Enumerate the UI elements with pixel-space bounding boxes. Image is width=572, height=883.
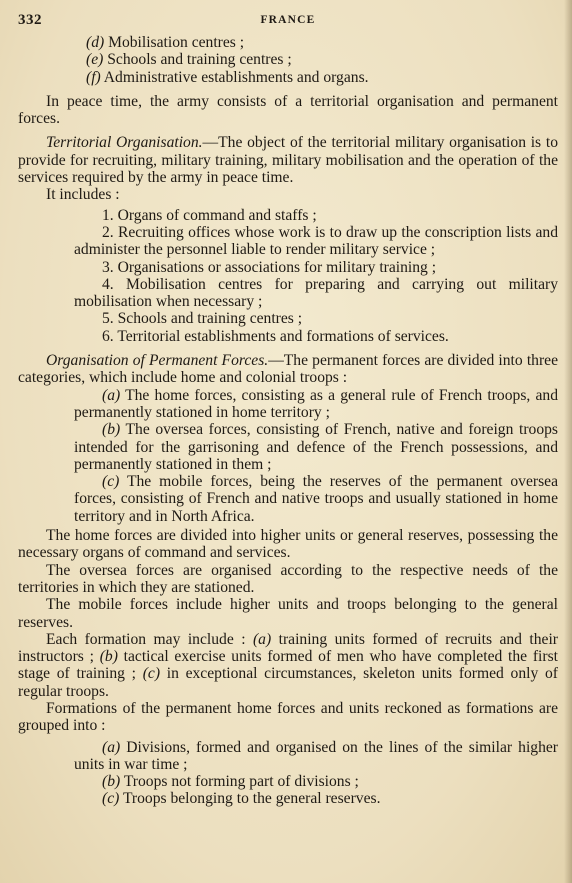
paragraph-territorial — [18, 134, 558, 186]
item-label: (e) — [86, 51, 104, 69]
paragraph-mobile-forces: The mobile forces include higher units and troops belonging to the general reserves. — [18, 596, 558, 631]
item-label: (b) — [102, 773, 121, 791]
list-item — [18, 276, 558, 311]
item-text: Troops not forming part of divisions ; — [123, 773, 359, 791]
section-heading-permanent-forces: Organisation of Permanent Forces. — [46, 352, 269, 370]
formation-intro: Each formation may include : — [46, 630, 246, 648]
item-number: 1. — [102, 206, 114, 224]
item-label: (c) — [102, 473, 120, 491]
item-number: 3. — [102, 258, 114, 276]
item-label: (c) — [142, 665, 161, 683]
item-label: (f) — [86, 68, 101, 86]
item-text: Recruiting offices whose work is to draw up the conscription lists and administer the personnel liable to render military service ; — [74, 223, 558, 259]
territorial-text: —The object of the territorial military organisation is to provide for recruiting, military training, military mobilisation and the operation of the services required by the army in peace time. — [18, 134, 558, 187]
page-number: 332 — [18, 12, 42, 28]
list-item — [18, 473, 558, 525]
item-text: Schools and training centres ; — [117, 310, 303, 328]
item-text: The mobile forces, being the reserves of the permanent oversea forces, consisting of French and native troops and usually stationed in home territory and in North Africa. — [74, 473, 558, 525]
list-item — [18, 328, 558, 345]
item-number: 6. — [102, 327, 114, 345]
list-item — [18, 387, 558, 422]
paragraph-permanent-forces — [18, 352, 558, 387]
paragraph-peace-time: In peace time, the army consists of a territorial organisation and permanent forces. — [18, 92, 558, 128]
list-item — [18, 51, 558, 68]
list-item — [18, 259, 558, 276]
item-label: (c) — [102, 790, 120, 808]
item-label: (b) — [102, 421, 121, 439]
item-label: (a) — [252, 630, 272, 648]
page-edge-shadow — [564, 0, 572, 883]
list-item — [18, 224, 558, 259]
item-text: Mobilisation centres for preparing and carrying out military mobilisation when necessary ; — [74, 275, 558, 311]
formation-b-text: tactical exercise units formed of men who have completed the first stage of training ; — [18, 648, 558, 683]
paragraph-grouped: Formations of the permanent home forces and units reckoned as formations are grouped into : — [18, 699, 558, 735]
list-item — [18, 310, 558, 327]
paragraph-home-forces: The home forces are divided into higher units or general reserves, possessing the necessary organs of command and services. — [18, 527, 558, 562]
item-label: (b) — [99, 648, 118, 666]
item-text: Schools and training centres ; — [107, 51, 292, 69]
item-text: Administrative establishments and organs. — [103, 68, 369, 86]
running-head — [18, 10, 558, 34]
section-heading-territorial: Territorial Organisation. — [46, 134, 203, 152]
item-text: Organs of command and staffs ; — [117, 206, 317, 224]
list-item — [18, 790, 558, 807]
item-number: 4. — [102, 275, 114, 293]
formation-c-text: in exceptional circumstances, skeleton units formed only of regular troops. — [18, 665, 558, 700]
item-text: The home forces, consisting as a general rule of French troops, and permanently stationed in home territory ; — [74, 386, 558, 421]
item-text: Mobilisation centres ; — [108, 34, 245, 51]
item-label: (a) — [102, 738, 121, 756]
item-text: Organisations or associations for military training ; — [117, 258, 437, 276]
list-item — [18, 773, 558, 790]
item-text: The oversea forces, consisting of French, native and foreign troops intended for the garrisoning and defence of the French possessions, and permanently stationed in them ; — [74, 421, 558, 473]
item-text: Troops belonging to the general reserves. — [122, 790, 381, 808]
list-item — [18, 69, 558, 86]
paragraph-oversea-forces: The oversea forces are organised according to the respective needs of the territories in which they are stationed. — [18, 561, 558, 596]
item-number: 5. — [102, 310, 114, 328]
list-item — [18, 739, 558, 774]
formation-a-text: training units formed of recruits and their instructors ; — [18, 630, 559, 666]
permanent-text: —The permanent forces are divided into three categories, which include home and colonial troops : — [18, 352, 558, 387]
list-item — [18, 421, 558, 473]
list-item — [18, 34, 558, 51]
item-number: 2. — [102, 223, 114, 241]
item-text: Divisions, formed and organised on the lines of the similar higher units in war time ; — [74, 738, 558, 773]
includes-line: It includes : — [46, 186, 120, 204]
item-text: Territorial establishments and formations of services. — [117, 327, 449, 345]
running-title: FRANCE — [260, 14, 316, 26]
paragraph-formation — [18, 631, 558, 700]
item-label: (a) — [102, 386, 121, 404]
body-text — [18, 34, 558, 808]
item-label: (d) — [86, 34, 105, 51]
list-item — [18, 207, 558, 224]
